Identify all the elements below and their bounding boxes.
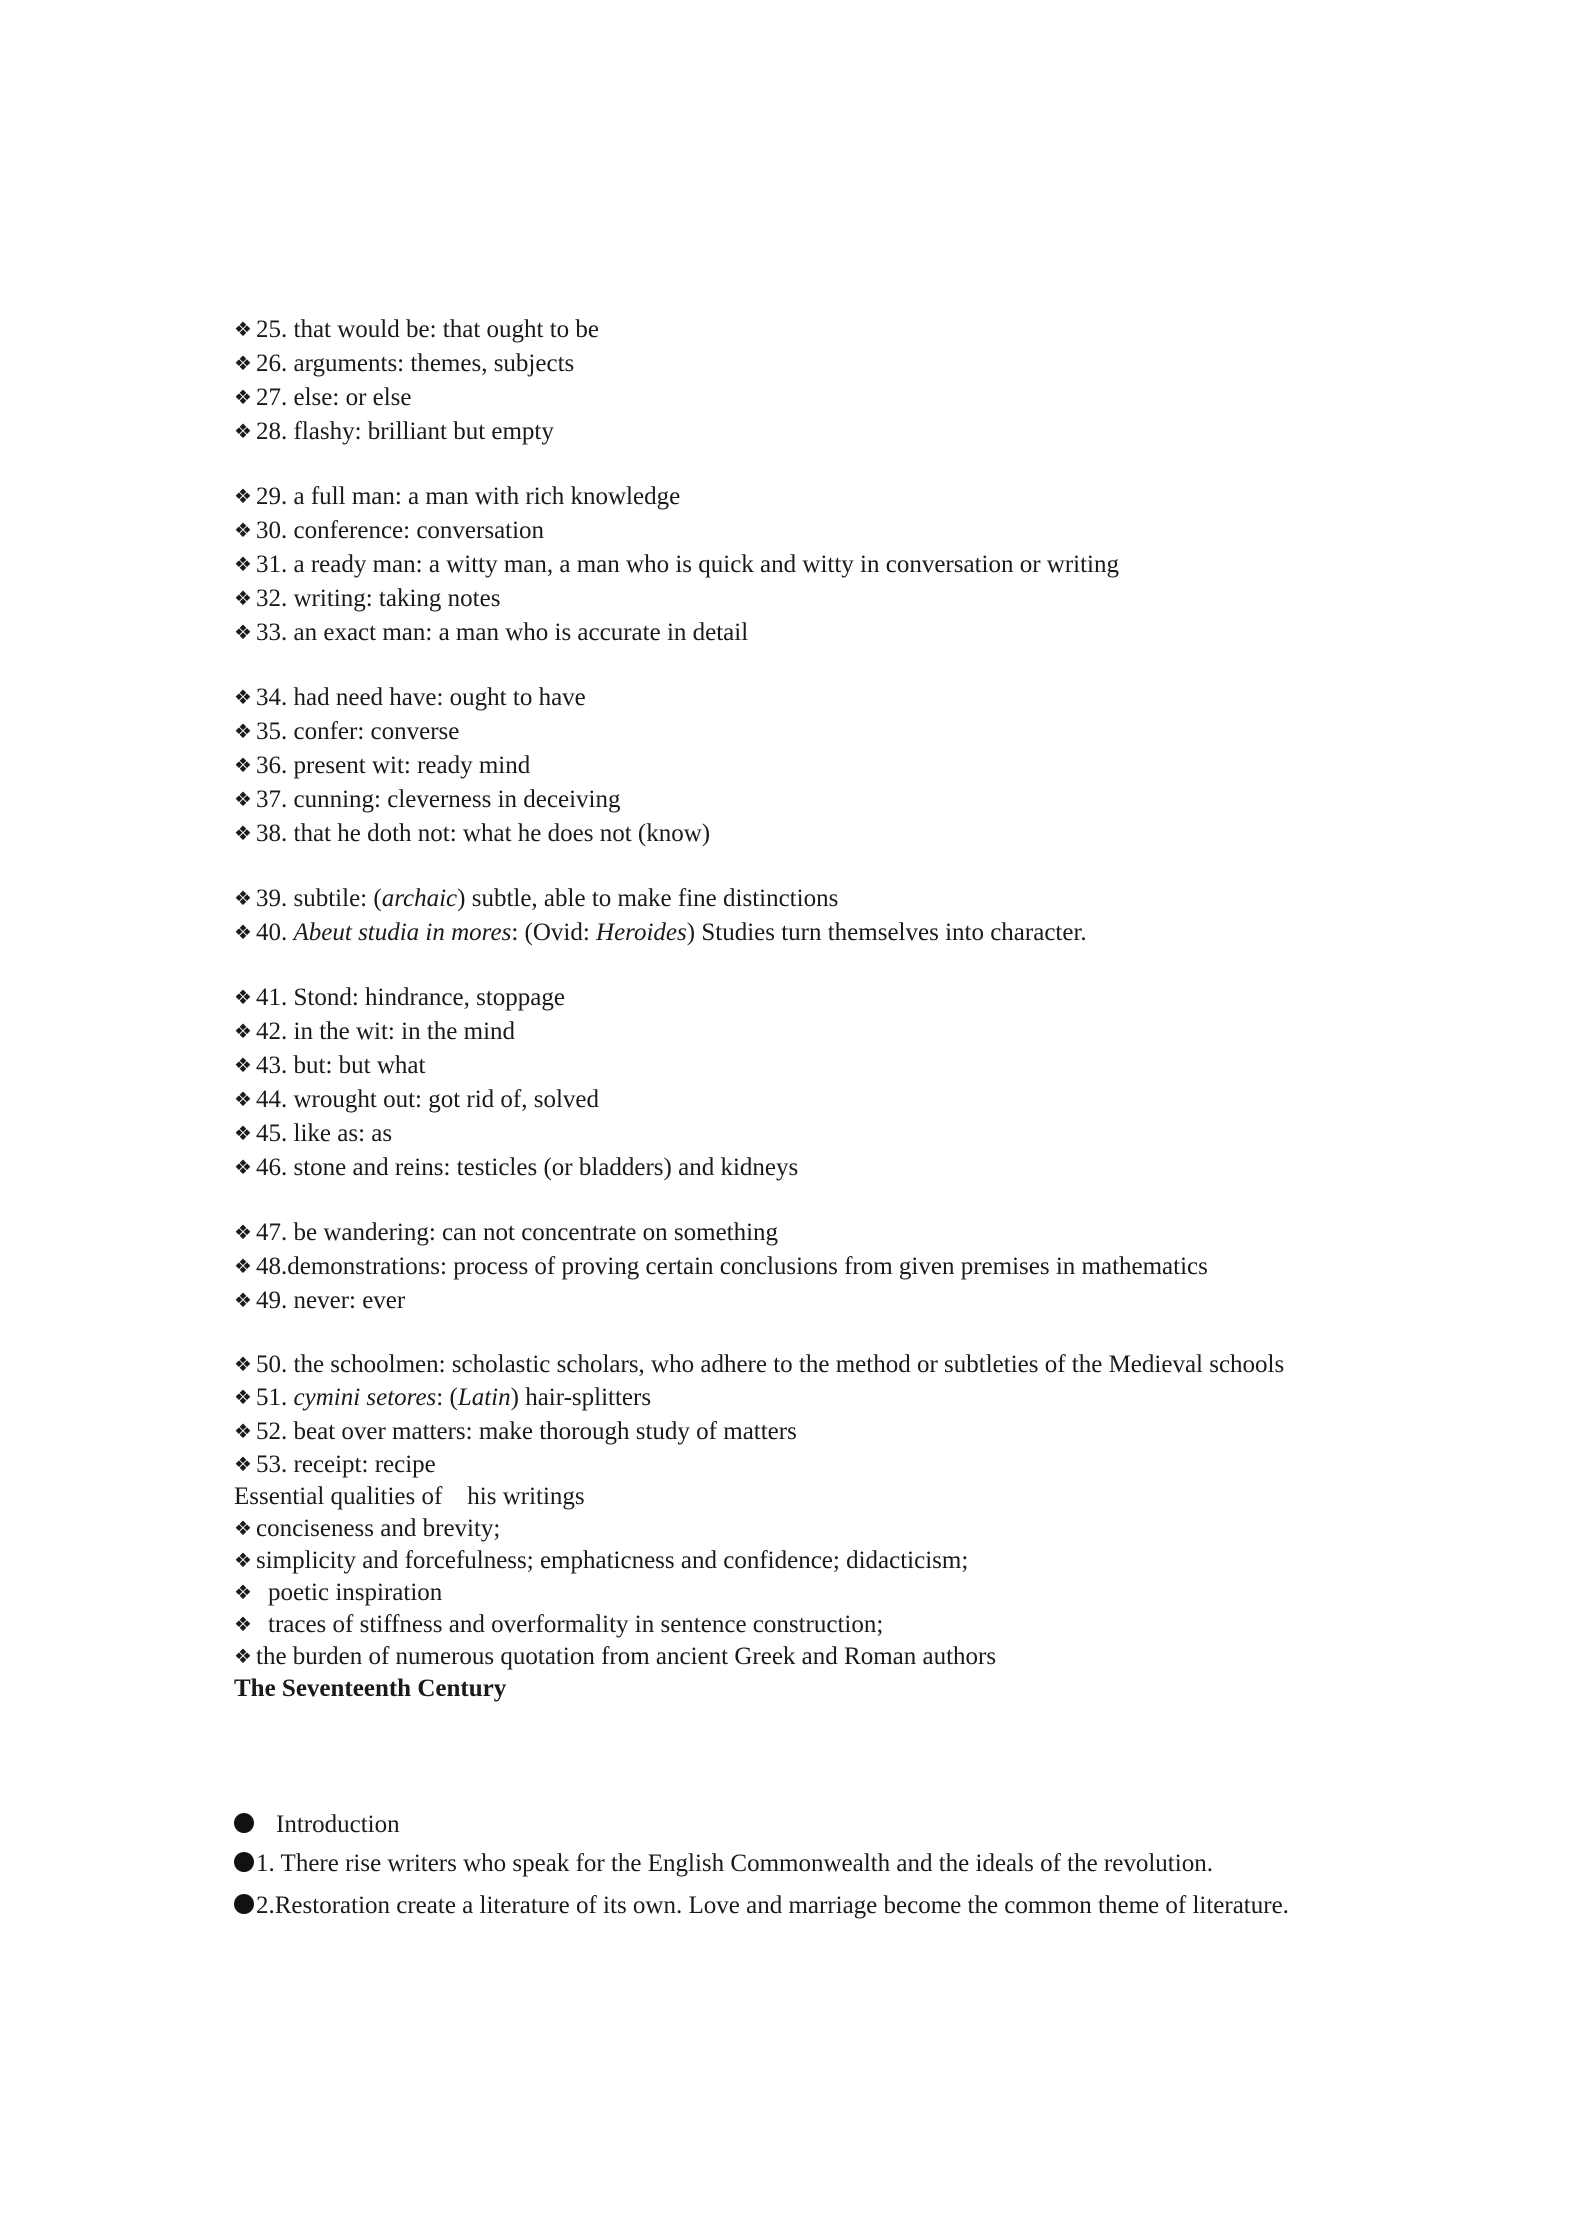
star-bullet-icon: ❖ — [234, 1387, 252, 1409]
dot-bullet-icon — [234, 1894, 254, 1914]
star-bullet-icon: ❖ — [234, 1646, 252, 1668]
notes-group-2 — [234, 480, 1356, 650]
note-text: : (Ovid: — [511, 919, 597, 946]
note-item — [234, 1049, 1356, 1083]
note-item — [234, 681, 1356, 715]
note-item — [234, 916, 1356, 950]
dot-bullet-icon — [234, 1813, 254, 1833]
star-bullet-icon: ❖ — [234, 387, 252, 409]
star-bullet-icon: ❖ — [234, 755, 252, 777]
note-italic: archaic — [381, 885, 458, 912]
note-item — [234, 749, 1356, 783]
note-item — [234, 1349, 1356, 1381]
star-bullet-icon: ❖ — [234, 520, 252, 542]
star-bullet-icon: ❖ — [234, 1256, 252, 1278]
note-text: 48.demonstrations: process of proving certain conclusions from given premises in mathematics — [256, 1253, 1208, 1280]
star-bullet-icon: ❖ — [234, 1157, 252, 1179]
star-bullet-icon: ❖ — [234, 1614, 252, 1636]
star-bullet-icon: ❖ — [234, 319, 252, 341]
note-text: 49. never: ever — [256, 1287, 406, 1314]
note-item — [234, 514, 1356, 548]
star-bullet-icon: ❖ — [234, 823, 252, 845]
star-bullet-icon: ❖ — [234, 421, 252, 443]
star-bullet-icon: ❖ — [234, 1222, 252, 1244]
note-item — [234, 1015, 1356, 1049]
star-bullet-icon: ❖ — [234, 789, 252, 811]
notes-group-6 — [234, 1216, 1356, 1318]
note-text: 50. the schoolmen: scholastic scholars, who adhere to the method or subtleties of the Medieval schools — [256, 1351, 1285, 1378]
note-text: 45. like as: as — [256, 1120, 393, 1147]
notes-group-1 — [234, 313, 1356, 449]
note-text: 38. that he doth not: what he does not (know) — [256, 820, 711, 847]
notes-group-3 — [234, 681, 1356, 851]
star-bullet-icon: ❖ — [234, 721, 252, 743]
intro-point — [234, 1887, 1356, 1925]
quality-text: poetic inspiration — [268, 1579, 443, 1606]
quality-text: traces of stiffness and overformality in sentence construction; — [268, 1611, 884, 1638]
note-item — [234, 1381, 1356, 1415]
quality-item — [234, 1513, 1356, 1545]
note-item — [234, 882, 1356, 916]
note-item — [234, 548, 1356, 582]
intro-point-text: 2.Restoration create a literature of its own. Love and marriage become the common theme of literature. — [256, 1892, 1289, 1919]
intro-point — [234, 1845, 1356, 1883]
note-item — [234, 1415, 1356, 1449]
note-item — [234, 1117, 1356, 1151]
note-text: 33. an exact man: a man who is accurate in detail — [256, 619, 749, 646]
note-item — [234, 415, 1356, 449]
star-bullet-icon: ❖ — [234, 1454, 252, 1476]
star-bullet-icon: ❖ — [234, 1089, 252, 1111]
star-bullet-icon: ❖ — [234, 1290, 252, 1312]
quality-item — [234, 1577, 1356, 1609]
note-text: ) hair-splitters — [510, 1384, 652, 1411]
note-text: 32. writing: taking notes — [256, 585, 501, 612]
note-italic: Abeut studia in mores — [293, 919, 512, 946]
intro-label: Introduction — [276, 1811, 400, 1838]
intro-point-text: 1. There rise writers who speak for the English Commonwealth and the ideals of the revolution. — [256, 1850, 1213, 1877]
notes-group-7 — [234, 1349, 1356, 1705]
star-bullet-icon: ❖ — [234, 1055, 252, 1077]
star-bullet-icon: ❖ — [234, 987, 252, 1009]
quality-text: the burden of numerous quotation from ancient Greek and Roman authors — [256, 1643, 997, 1670]
note-item — [234, 783, 1356, 817]
star-bullet-icon: ❖ — [234, 486, 252, 508]
star-bullet-icon: ❖ — [234, 1582, 252, 1604]
note-text: 40. — [256, 919, 294, 946]
note-text: 27. else: or else — [256, 384, 412, 411]
note-italic: Heroides — [596, 919, 687, 946]
note-text: 28. flashy: brilliant but empty — [256, 418, 554, 445]
note-item — [234, 381, 1356, 415]
star-bullet-icon: ❖ — [234, 554, 252, 576]
note-text: 25. that would be: that ought to be — [256, 316, 600, 343]
intro-label-row — [234, 1806, 1356, 1844]
note-text: ) subtle, able to make fine distinctions — [457, 885, 839, 912]
note-text: : ( — [436, 1384, 458, 1411]
note-italic: Latin — [457, 1384, 511, 1411]
note-item — [234, 480, 1356, 514]
note-text: 42. in the wit: in the mind — [256, 1018, 516, 1045]
star-bullet-icon: ❖ — [234, 922, 252, 944]
note-item — [234, 347, 1356, 381]
note-item — [234, 1216, 1356, 1250]
note-text: 39. subtile: ( — [256, 885, 382, 912]
note-text: ) Studies turn themselves into character. — [686, 919, 1087, 946]
note-text: 53. receipt: recipe — [256, 1451, 436, 1478]
note-text: 51. — [256, 1384, 294, 1411]
star-bullet-icon: ❖ — [234, 1550, 252, 1572]
quality-item — [234, 1641, 1356, 1673]
note-item — [234, 582, 1356, 616]
note-item — [234, 616, 1356, 650]
note-text: 47. be wandering: can not concentrate on something — [256, 1219, 779, 1246]
notes-group-5 — [234, 981, 1356, 1185]
note-text: 36. present wit: ready mind — [256, 752, 531, 779]
note-item — [234, 1284, 1356, 1318]
note-item — [234, 313, 1356, 347]
star-bullet-icon: ❖ — [234, 1354, 252, 1376]
note-item — [234, 715, 1356, 749]
star-bullet-icon: ❖ — [234, 1021, 252, 1043]
notes-group-4 — [234, 882, 1356, 950]
note-text: 41. Stond: hindrance, stoppage — [256, 984, 565, 1011]
quality-text: conciseness and brevity; — [256, 1515, 501, 1542]
note-item — [234, 1449, 1356, 1481]
note-item — [234, 1151, 1356, 1185]
qualities-title: Essential qualities of his writings — [234, 1483, 585, 1510]
note-text: 30. conference: conversation — [256, 517, 545, 544]
star-bullet-icon: ❖ — [234, 1123, 252, 1145]
note-text: 26. arguments: themes, subjects — [256, 350, 575, 377]
note-text: 52. beat over matters: make thorough study of matters — [256, 1418, 797, 1445]
intro-section — [234, 1806, 1356, 1925]
note-text: 29. a full man: a man with rich knowledge — [256, 483, 681, 510]
notes-content — [234, 313, 1356, 1705]
star-bullet-icon: ❖ — [234, 353, 252, 375]
star-bullet-icon: ❖ — [234, 622, 252, 644]
quality-text: simplicity and forcefulness; emphaticness and confidence; didacticism; — [256, 1547, 969, 1574]
quality-item — [234, 1545, 1356, 1577]
section-heading: The Seventeenth Century — [234, 1675, 507, 1702]
note-item — [234, 1083, 1356, 1117]
note-item — [234, 817, 1356, 851]
quality-item — [234, 1609, 1356, 1641]
note-text: 44. wrought out: got rid of, solved — [256, 1086, 600, 1113]
note-italic: cymini setores — [293, 1384, 437, 1411]
star-bullet-icon: ❖ — [234, 687, 252, 709]
star-bullet-icon: ❖ — [234, 588, 252, 610]
note-item — [234, 1250, 1356, 1284]
star-bullet-icon: ❖ — [234, 888, 252, 910]
dot-bullet-icon — [234, 1852, 254, 1872]
note-text: 34. had need have: ought to have — [256, 684, 586, 711]
note-text: 35. confer: converse — [256, 718, 460, 745]
note-text: 43. but: but what — [256, 1052, 426, 1079]
note-text: 31. a ready man: a witty man, a man who is quick and witty in conversation or writing — [256, 551, 1120, 578]
note-text: 37. cunning: cleverness in deceiving — [256, 786, 621, 813]
note-item — [234, 981, 1356, 1015]
star-bullet-icon: ❖ — [234, 1421, 252, 1443]
star-bullet-icon: ❖ — [234, 1518, 252, 1540]
note-text: 46. stone and reins: testicles (or bladders) and kidneys — [256, 1154, 799, 1181]
